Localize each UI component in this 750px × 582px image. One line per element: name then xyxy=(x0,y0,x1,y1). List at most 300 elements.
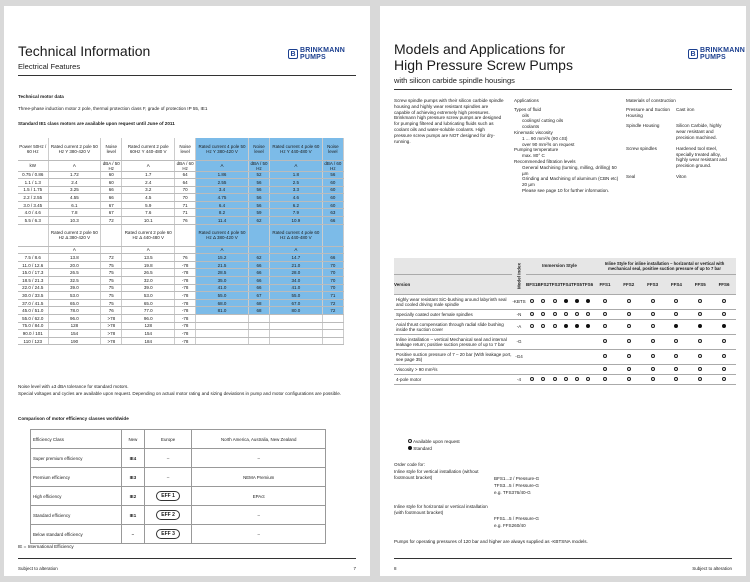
circle-open-icon xyxy=(722,312,726,316)
circle-open-icon xyxy=(722,367,726,371)
mark-cell xyxy=(538,319,550,334)
table-cell: 7.9 xyxy=(270,209,323,217)
legend-available xyxy=(408,439,460,445)
mark-cell xyxy=(526,294,538,309)
mark-cell xyxy=(665,334,689,349)
model-index: -4 xyxy=(512,374,526,384)
footnote: Pumps for operating pressures of 120 bar and higher are always supplied as -KBTSNA models. xyxy=(394,539,588,544)
circle-open-icon xyxy=(627,339,631,343)
column-header: FFS6 xyxy=(712,274,736,294)
table-cell: 67 xyxy=(248,292,269,300)
table-cell: 60 xyxy=(322,194,343,202)
circle-open-icon xyxy=(408,439,412,443)
material-part: Screw spindles xyxy=(626,145,657,151)
table-cell: 66 xyxy=(248,261,269,269)
circle-open-icon xyxy=(674,354,678,358)
table-cell: 15.0 / 17.3 xyxy=(18,269,48,277)
brand-name: BRINKMANN xyxy=(300,47,345,54)
table-cell xyxy=(144,487,192,506)
unit-cell: dBA / 50 Hz xyxy=(248,160,269,171)
table-cell: 72 xyxy=(322,299,343,307)
table-row xyxy=(18,322,344,330)
voltage-note: Special voltages and cycles are available upon request. Depending on actual motor rating and sizing deviations in pump and motor configurations are possible. xyxy=(18,391,342,396)
material-part: Spindle Housing xyxy=(626,123,660,129)
column-header xyxy=(248,224,269,246)
table-cell: 66 xyxy=(248,277,269,285)
mark-cell xyxy=(665,294,689,309)
mark-cell xyxy=(593,364,617,374)
circle-filled-icon xyxy=(408,446,412,450)
table-cell: -78 xyxy=(175,322,196,330)
model-row xyxy=(394,374,736,384)
table-cell: 3.25 xyxy=(48,186,101,194)
table-header-row xyxy=(394,258,736,274)
column-header: TFS5 xyxy=(571,274,582,294)
column-header: FFS3 xyxy=(641,274,665,294)
circle-open-icon xyxy=(627,299,631,303)
table-cell: 4.55 xyxy=(48,194,101,202)
table-cell: -78 xyxy=(175,261,196,269)
table-cell: 32.5 xyxy=(48,277,101,285)
table-cell: 81.0 xyxy=(196,307,249,315)
mark-cell xyxy=(641,319,665,334)
application-line: General Machining (turning, milling, drilling) 50 µm xyxy=(522,164,617,176)
table-cell: 65.0 xyxy=(48,299,101,307)
table-cell: 60 xyxy=(101,179,122,187)
table-cell: -78 xyxy=(175,330,196,338)
table-cell: 7.6 xyxy=(122,209,175,217)
application-line: Recommended filtration levels xyxy=(514,158,576,164)
table-cell: 70 xyxy=(322,277,343,285)
circle-open-icon xyxy=(722,299,726,303)
column-header: FFS1 xyxy=(593,274,617,294)
column-header: Noise level xyxy=(101,138,122,160)
circle-open-icon xyxy=(603,354,607,358)
logo-mark-icon: B xyxy=(688,49,698,59)
circle-open-icon xyxy=(586,312,590,316)
mark-cell xyxy=(571,374,582,384)
mark-cell xyxy=(582,294,593,309)
table-cell: 64 xyxy=(175,179,196,187)
page-number: 7 xyxy=(353,566,356,571)
table-row xyxy=(18,284,344,292)
table-cell: 63 xyxy=(322,209,343,217)
table-cell: >78 xyxy=(101,315,122,323)
table-cell: IE4 xyxy=(121,449,144,468)
table-cell xyxy=(248,322,269,330)
table-row xyxy=(18,186,344,194)
notice-text: Standard IE1 class motors are available upon request until June of 2011 xyxy=(18,121,175,126)
circle-open-icon xyxy=(541,312,545,316)
mark-cell xyxy=(688,374,712,384)
row-label: Specially coated outer female spindles xyxy=(394,309,512,319)
material-row xyxy=(626,123,736,140)
model-row xyxy=(394,364,736,374)
mark-cell xyxy=(582,334,593,349)
column-header: Noise level xyxy=(175,138,196,160)
unit-cell: A xyxy=(270,246,323,254)
circle-open-icon xyxy=(674,312,678,316)
mark-cell xyxy=(560,374,571,384)
table-cell: 13.5 xyxy=(122,254,175,262)
material-value: Silicon Carbide, highly wear resistant and precision machined. xyxy=(676,123,722,140)
table-cell: – xyxy=(192,525,326,544)
circle-open-icon xyxy=(698,354,702,358)
table-cell: 8.2 xyxy=(196,209,249,217)
mark-cell xyxy=(688,364,712,374)
unit-cell: A xyxy=(48,160,101,171)
column-header: TFS3 xyxy=(549,274,560,294)
column-header: Inline Style for inline installation – horizontal or vertical with mechanical seal, positive suction pressure of up to 7 bar xyxy=(593,258,736,274)
column-header: Version xyxy=(394,274,512,294)
circle-open-icon xyxy=(674,367,678,371)
table-cell: 190 xyxy=(48,337,101,345)
left-page xyxy=(4,6,370,576)
table-cell: NEMA Premium xyxy=(192,468,326,487)
circle-filled-icon xyxy=(586,299,590,303)
column-header: Rated current 2 pole 60Hz Y 440-480 V xyxy=(122,138,175,160)
brand-sub: PUMPS xyxy=(700,54,726,61)
footer-text: Subject to alteration xyxy=(692,566,732,571)
model-index: -N xyxy=(512,309,526,319)
mark-cell xyxy=(641,309,665,319)
table-cell: -78 xyxy=(175,299,196,307)
mark-cell xyxy=(549,374,560,384)
mark-cell xyxy=(665,349,689,364)
table-cell: 6.4 xyxy=(196,201,249,209)
mark-cell xyxy=(549,294,560,309)
unit-cell: A xyxy=(122,246,175,254)
circle-open-icon xyxy=(553,299,557,303)
table-cell: 45.0 / 51.0 xyxy=(18,307,48,315)
table-cell: 1.1 / 1.3 xyxy=(18,179,48,187)
model-row xyxy=(394,349,736,364)
order-title: Order code for: xyxy=(394,462,425,467)
column-header: FFS2 xyxy=(617,274,641,294)
column-header: Efficiency Class xyxy=(31,430,122,449)
table-cell: 4.6 xyxy=(270,194,323,202)
table-cell: IE1 xyxy=(121,506,144,525)
table-units-row xyxy=(18,246,344,254)
circle-open-icon xyxy=(698,299,702,303)
application-line: coolants xyxy=(522,124,540,130)
table-row xyxy=(31,506,326,525)
intro-text: Screw spindle pumps with their silicon carbide spindle housing and highly wear resistant spindles are capable of achieving extremely high pressures. Brinkmann high pressure screw pumps are designed for pumping filtered and lubricating fluids such as coolant oils and water-soluble coolants. High pressure screw pumps are NOT designed for dry-running. xyxy=(394,98,504,144)
table-cell: 2.55 xyxy=(196,179,249,187)
mark-cell xyxy=(571,319,582,334)
mark-cell xyxy=(665,364,689,374)
circle-open-icon xyxy=(541,324,545,328)
table-cell: – xyxy=(121,525,144,544)
row-label: 4-pole motor xyxy=(394,374,512,384)
table-row xyxy=(18,261,344,269)
mark-cell xyxy=(688,309,712,319)
table-cell: 4.5 xyxy=(122,194,175,202)
row-label: Highly wear resistant SiC-bushing around labyrinth seal and cooled driving male spindle xyxy=(394,294,512,309)
mark-cell xyxy=(641,349,665,364)
table-cell xyxy=(322,322,343,330)
mark-cell xyxy=(582,374,593,384)
mark-cell xyxy=(617,294,641,309)
application-line: Grinding and Machining of aluminum (CBN etc) 20 µm xyxy=(522,176,619,188)
mark-cell xyxy=(526,374,538,384)
mark-cell xyxy=(560,309,571,319)
application-line: Kinematic viscosity xyxy=(514,129,553,135)
mark-cell xyxy=(593,349,617,364)
table-cell: 75 xyxy=(101,261,122,269)
application-line: coolings/ cutting oils xyxy=(522,118,564,124)
order-label: Inline style for vertical installation (without footmount bracket) xyxy=(394,469,479,480)
column-header: FFS5 xyxy=(688,274,712,294)
table-cell xyxy=(196,315,249,323)
table-header-row xyxy=(394,274,736,294)
table-row xyxy=(18,254,344,262)
table-cell: 2.4 xyxy=(122,179,175,187)
mark-cell xyxy=(560,334,571,349)
table-cell: 68 xyxy=(248,299,269,307)
efficiency-table xyxy=(30,429,326,544)
column-header: North America, Australia, New Zealand xyxy=(192,430,326,449)
table-cell: 5.9 xyxy=(122,201,175,209)
table-cell xyxy=(270,330,323,338)
unit-cell xyxy=(18,246,48,254)
circle-filled-icon xyxy=(564,324,568,328)
mark-cell xyxy=(712,294,736,309)
page-title: Models and Applications for xyxy=(394,41,566,57)
mark-cell xyxy=(571,309,582,319)
column-header: BFS2 xyxy=(538,274,550,294)
motor-data-table xyxy=(18,138,344,345)
mark-cell xyxy=(549,309,560,319)
table-cell xyxy=(270,322,323,330)
table-row xyxy=(31,525,326,544)
table-cell: 65.0 xyxy=(122,299,175,307)
table-cell: 72 xyxy=(101,254,122,262)
page-number: 8 xyxy=(394,566,397,571)
circle-open-icon xyxy=(627,367,631,371)
column-header: Rated current 4 pole 50 Hz Δ 380-420 V xyxy=(196,224,249,246)
material-row xyxy=(626,146,736,169)
circle-open-icon xyxy=(603,299,607,303)
circle-open-icon xyxy=(651,312,655,316)
table-cell: 70 xyxy=(322,269,343,277)
model-row xyxy=(394,294,736,309)
unit-cell: dBA / 50 Hz xyxy=(101,160,122,171)
mark-cell xyxy=(582,364,593,374)
table-cell: 60 xyxy=(322,179,343,187)
mark-cell xyxy=(571,334,582,349)
table-cell: 3.3 xyxy=(270,186,323,194)
column-header: Rated current 2 pole 50 Hz Δ 380-420 V xyxy=(48,224,101,246)
table-cell: – xyxy=(192,449,326,468)
table-cell: 3.4 xyxy=(196,186,249,194)
circle-open-icon xyxy=(530,299,534,303)
table-cell: 28.0 xyxy=(270,269,323,277)
mark-cell xyxy=(582,309,593,319)
table-cell: 68.0 xyxy=(196,299,249,307)
table-cell: 32.0 xyxy=(122,277,175,285)
table-cell: 66 xyxy=(101,194,122,202)
circle-open-icon xyxy=(575,312,579,316)
mark-cell xyxy=(712,309,736,319)
column-header: Noise level xyxy=(248,138,269,160)
circle-open-icon xyxy=(603,377,607,381)
circle-filled-icon xyxy=(575,324,579,328)
circle-open-icon xyxy=(651,324,655,328)
divider xyxy=(18,558,356,559)
right-page xyxy=(380,6,746,576)
table-cell: 55.0 / 62.0 xyxy=(18,315,48,323)
materials-rows xyxy=(626,107,736,180)
order-code: e.g. FFS260/40 xyxy=(494,523,526,528)
table-cell: 78.0 xyxy=(48,307,101,315)
table-row xyxy=(18,337,344,345)
table-cell: IE2 xyxy=(121,487,144,506)
applications-block xyxy=(514,98,624,194)
table-cell: 20.0 xyxy=(48,261,101,269)
table-row xyxy=(18,201,344,209)
mark-cell xyxy=(688,334,712,349)
unit-cell: A xyxy=(196,246,249,254)
table-cell: 53.0 xyxy=(48,292,101,300)
circle-open-icon xyxy=(722,377,726,381)
table-row xyxy=(18,307,344,315)
table-cell: 75 xyxy=(101,299,122,307)
mark-cell xyxy=(617,364,641,374)
table-cell: 62 xyxy=(248,254,269,262)
table-cell: 41.0 xyxy=(196,284,249,292)
table-cell: 66 xyxy=(101,186,122,194)
model-row xyxy=(394,334,736,349)
column-header xyxy=(18,224,48,246)
circle-open-icon xyxy=(722,354,726,358)
materials-block xyxy=(626,98,736,185)
mark-cell xyxy=(641,364,665,374)
table-cell: 7.5 / 8.6 xyxy=(18,254,48,262)
table-cell: 2.5 xyxy=(270,179,323,187)
circle-open-icon xyxy=(586,377,590,381)
table-cell: 64 xyxy=(175,171,196,179)
table-row xyxy=(31,487,326,506)
table-cell: 1.5 / 1.75 xyxy=(18,186,48,194)
table-row xyxy=(18,299,344,307)
column-header: Immersion Style xyxy=(526,258,593,274)
table-cell xyxy=(322,337,343,345)
table-cell: 56 xyxy=(248,186,269,194)
column-header: Power 50Hz / 60 Hz xyxy=(18,138,48,160)
table-cell: 2.2 / 2.55 xyxy=(18,194,48,202)
table-cell: IE3 xyxy=(121,468,144,487)
circle-open-icon xyxy=(553,312,557,316)
circle-open-icon xyxy=(603,324,607,328)
table-header-row xyxy=(31,430,326,449)
logo-mark-icon: B xyxy=(288,49,298,59)
material-value: Hardened tool steel, specially treated alloy, highly wear resistant and precision ground. xyxy=(676,145,727,169)
table-cell: 60 xyxy=(322,201,343,209)
column-header: TFS4 xyxy=(560,274,571,294)
table-cell: 76 xyxy=(175,217,196,225)
mark-cell xyxy=(560,349,571,364)
mark-cell xyxy=(538,374,550,384)
column-header: Rated current 4 pole 60 Hz Δ 440-480 V xyxy=(270,224,323,246)
mark-cell xyxy=(571,294,582,309)
circle-open-icon xyxy=(674,299,678,303)
mark-cell xyxy=(641,294,665,309)
column-header: New xyxy=(121,430,144,449)
table-cell xyxy=(248,337,269,345)
table-cell: 30.0 / 33.5 xyxy=(18,292,48,300)
circle-open-icon xyxy=(627,312,631,316)
circle-open-icon xyxy=(530,377,534,381)
table-cell: 72 xyxy=(101,217,122,225)
application-line: over 90 mm²/s on request xyxy=(522,141,575,147)
table-cell: EPAct xyxy=(192,487,326,506)
table-cell: >78 xyxy=(101,337,122,345)
column-header xyxy=(101,224,122,246)
divider xyxy=(394,558,732,559)
table-cell: 128 xyxy=(48,322,101,330)
table-cell: 76 xyxy=(175,254,196,262)
table-cell: 55.0 xyxy=(196,292,249,300)
table-cell xyxy=(196,337,249,345)
material-row xyxy=(626,174,736,180)
table-row xyxy=(18,179,344,187)
table-cell: 1.8 xyxy=(270,171,323,179)
application-line: Pumping temperature xyxy=(514,147,559,153)
table-cell: 10.1 xyxy=(122,217,175,225)
mark-cell xyxy=(526,334,538,349)
table-cell: 4.75 xyxy=(196,194,249,202)
column-header: Model index xyxy=(512,258,526,294)
circle-filled-icon xyxy=(564,299,568,303)
application-line: Please see page 10 for further information. xyxy=(522,187,610,193)
table-row xyxy=(18,171,344,179)
mark-cell xyxy=(617,349,641,364)
page-subtitle: Electrical Features xyxy=(18,62,81,71)
mark-cell xyxy=(549,349,560,364)
brand-sub: PUMPS xyxy=(300,54,326,61)
table-cell: 70 xyxy=(322,284,343,292)
circle-open-icon xyxy=(627,324,631,328)
mark-cell xyxy=(688,319,712,334)
column-header: Rated current 4 pole 50 Hz Y 380-420 V xyxy=(196,138,249,160)
table-cell: 53.0 xyxy=(122,292,175,300)
table-cell: 56 xyxy=(248,201,269,209)
unit-cell: kW xyxy=(18,160,48,171)
table-cell: 39.0 xyxy=(48,284,101,292)
table-row xyxy=(18,330,344,338)
brand-logo xyxy=(288,47,345,61)
table-cell: 70 xyxy=(322,261,343,269)
table-cell xyxy=(144,506,192,525)
noise-note: Noise level with ±3 dBA tolerance for standard motors. xyxy=(18,384,129,389)
circle-open-icon xyxy=(698,377,702,381)
section-heading: Technical motor data xyxy=(18,94,64,99)
column-header xyxy=(322,224,343,246)
table-cell: 68 xyxy=(248,307,269,315)
mark-cell xyxy=(665,309,689,319)
order-code: e.g. TFS376/40-G xyxy=(494,490,531,495)
circle-open-icon xyxy=(603,367,607,371)
table-cell: 110 / 123 xyxy=(18,337,48,345)
ie-note: IE = International Efficiency xyxy=(18,544,74,549)
mark-cell xyxy=(560,364,571,374)
table-row xyxy=(18,277,344,285)
table-cell: 66 xyxy=(248,269,269,277)
mark-cell xyxy=(538,349,550,364)
column-header xyxy=(394,258,512,274)
circle-open-icon xyxy=(553,377,557,381)
